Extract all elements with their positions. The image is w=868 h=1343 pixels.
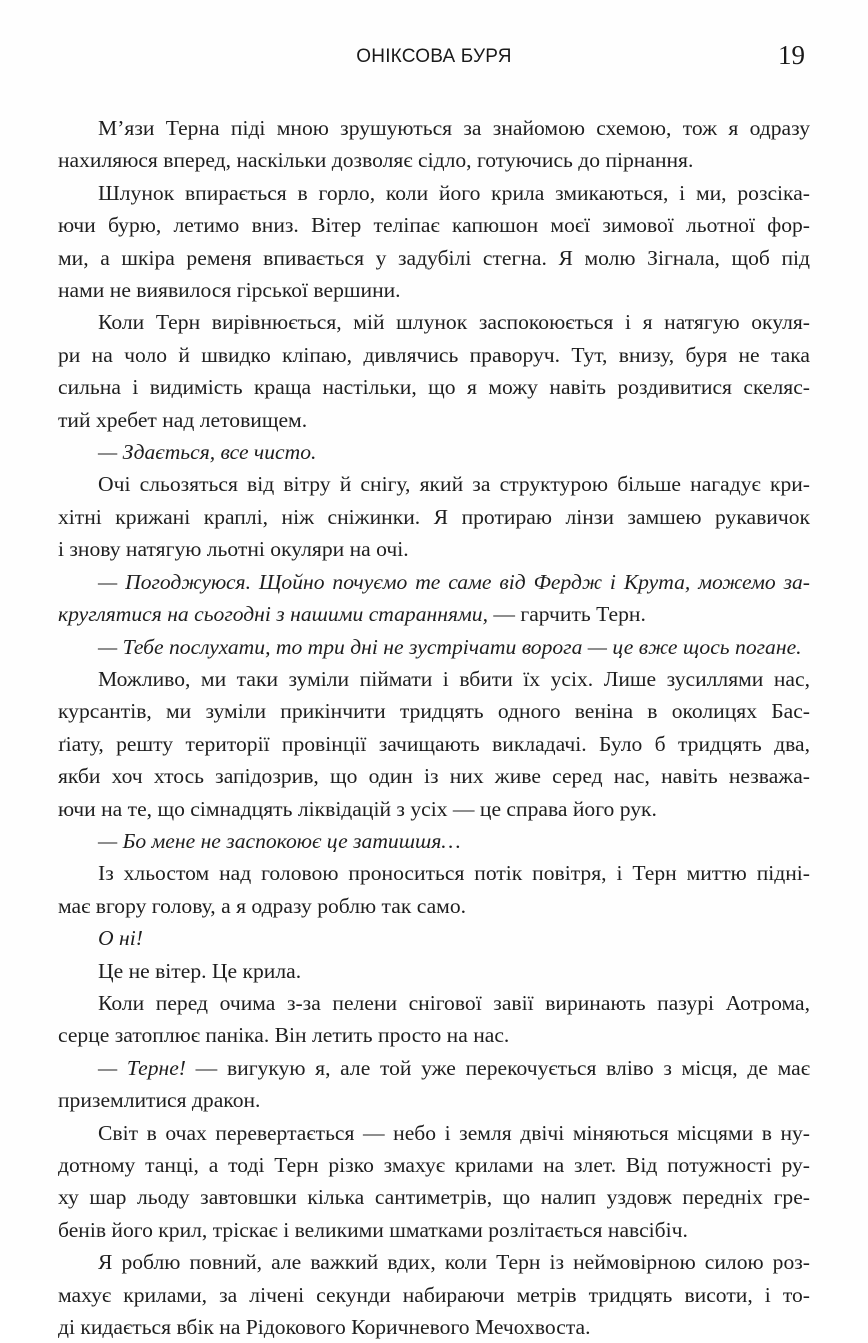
- running-head: [0, 40, 868, 76]
- text-line: нахиляюся вперед, наскільки дозволяє сідло, готуючись до пірнання.: [58, 148, 694, 173]
- text-line: має вгору голову, а я одразу роблю так само.: [58, 893, 467, 918]
- text-line: серце затоплює паніка. Він летить просто на нас.: [58, 1023, 510, 1048]
- text-line: Це не вітер. Це крила.: [98, 958, 302, 983]
- text-line: дотному танці, а тоді Терн різко змахує крилами на злет. Від потужності ру-: [58, 1153, 810, 1177]
- text-line: нами не виявилося гірської вершини.: [58, 278, 401, 303]
- text-line: ри на чоло й швидко кліпаю, дивлячись праворуч. Тут, внизу, буря не така: [58, 342, 810, 367]
- dialogue-tag: — гарчить Терн.: [487, 602, 646, 627]
- page-number: 19: [778, 40, 805, 70]
- text-line: [58, 1084, 810, 1116]
- paragraph: [58, 1117, 810, 1247]
- paragraph: [58, 631, 810, 663]
- text-line: ху шар льоду завтовшки кілька сантиметрів, що налип уздовж передніх гре-: [58, 1185, 810, 1210]
- body-text: [58, 112, 810, 1343]
- text-line: хітні крижані краплі, ніж сніжинки. Я протираю лінзи замшею рукавичок: [58, 504, 810, 529]
- paragraph: [58, 922, 810, 954]
- text-line: тий хребет над летовищем.: [58, 407, 308, 432]
- text-line: — Бо мене не заспокоює це затишшя…: [98, 828, 461, 853]
- text-line: Очі сльозяться від вітру й снігу, який за структурою більше нагадує кри-: [98, 472, 810, 497]
- text-line: сильна і видимість краща настільки, що я можу навіть роздивитися скеляс-: [58, 375, 810, 400]
- paragraph: [58, 955, 810, 987]
- text-line: Шлунок впирається в горло, коли його крила змикаються, і ми, розсіка-: [98, 180, 810, 205]
- paragraph: [58, 825, 810, 857]
- text-line: Світ в очах перевертається — небо і земля двічі міняються місцями в ну-: [98, 1120, 810, 1145]
- text-line: ючи бурю, летимо вниз. Вітер теліпає капюшон моєї зимової льотної фор-: [58, 213, 810, 238]
- text-line: і знову натягую льотні окуляри на очі.: [58, 537, 409, 562]
- text-line: — Здається, все чисто.: [98, 440, 317, 465]
- text-line: [58, 566, 810, 598]
- paragraph: [58, 468, 810, 565]
- text-line: М’язи Терна піді мною зрушуються за знайомою схемою, тож я одразу: [98, 116, 810, 140]
- text-line: ді кидається вбік на Рідокового Коричневого Мечохвоста.: [58, 1315, 591, 1340]
- text-line: Можливо, ми таки зуміли піймати і вбити їх усіх. Лише зусиллями нас,: [98, 666, 810, 691]
- paragraph: [58, 1052, 810, 1117]
- text-line: Коли Терн вирівнюється, мій шлунок заспокоюється і я натягую окуля-: [98, 310, 810, 335]
- text-run: приземлитися дракон.: [58, 1088, 261, 1113]
- text-line: ґіату, решту території провінції зачищають викладачі. Було б тридцять два,: [58, 731, 810, 756]
- text-line: Із хльостом над головою проноситься потік повітря, і Терн миттю підні-: [98, 861, 810, 886]
- paragraph: [58, 663, 810, 825]
- paragraph: [58, 1246, 810, 1343]
- paragraph: [58, 857, 810, 922]
- text-line: ючи на те, що сімнадцять ліквідацій з усіх — це справа його рук.: [58, 796, 657, 821]
- text-line: [58, 1052, 810, 1084]
- text-line: [58, 598, 810, 630]
- dialogue-italic: — Терне!: [98, 1055, 186, 1080]
- text-line: ми, а шкіра ременя впивається у задубілі стегна. Я молю Зігнала, щоб під: [58, 245, 810, 270]
- paragraph: [58, 306, 810, 436]
- dialogue-italic: — Погоджуюся. Щойно почуємо те саме від Фердж і Крута, можемо за-: [98, 569, 810, 594]
- paragraph: [58, 566, 810, 631]
- text-line: — Тебе послухати, то три дні не зустрічати ворога — це вже щось погане.: [98, 634, 802, 659]
- text-line: махує крилами, за лічені секунди набираючи метрів тридцять висоти, і то-: [58, 1282, 810, 1307]
- text-line: якби хоч хтось запідозрив, що один із них живе серед нас, навіть незважа-: [58, 764, 810, 789]
- text-line: бенів його крил, тріскає і великими шматками розлітається навсібіч.: [58, 1217, 688, 1242]
- text-run: — вигукую я, але той уже перекочується вліво з місця, де має: [185, 1055, 810, 1080]
- text-line: Коли перед очима з-за пелени снігової завії виринають пазурі Аотрома,: [98, 990, 810, 1015]
- running-title: ОНІКСОВА БУРЯ: [356, 46, 512, 67]
- paragraph: [58, 177, 810, 307]
- dialogue-italic: круглятися на сьогодні з нашими стараннями,: [58, 602, 488, 627]
- paragraph: [58, 112, 810, 177]
- text-line: О ні!: [98, 926, 143, 951]
- paragraph: [58, 987, 810, 1052]
- text-line: курсантів, ми зуміли прикінчити тридцять одного веніна в околицях Бас-: [58, 699, 810, 724]
- text-line: Я роблю повний, але важкий вдих, коли Терн із неймовірною силою роз-: [98, 1250, 810, 1275]
- paragraph: [58, 436, 810, 468]
